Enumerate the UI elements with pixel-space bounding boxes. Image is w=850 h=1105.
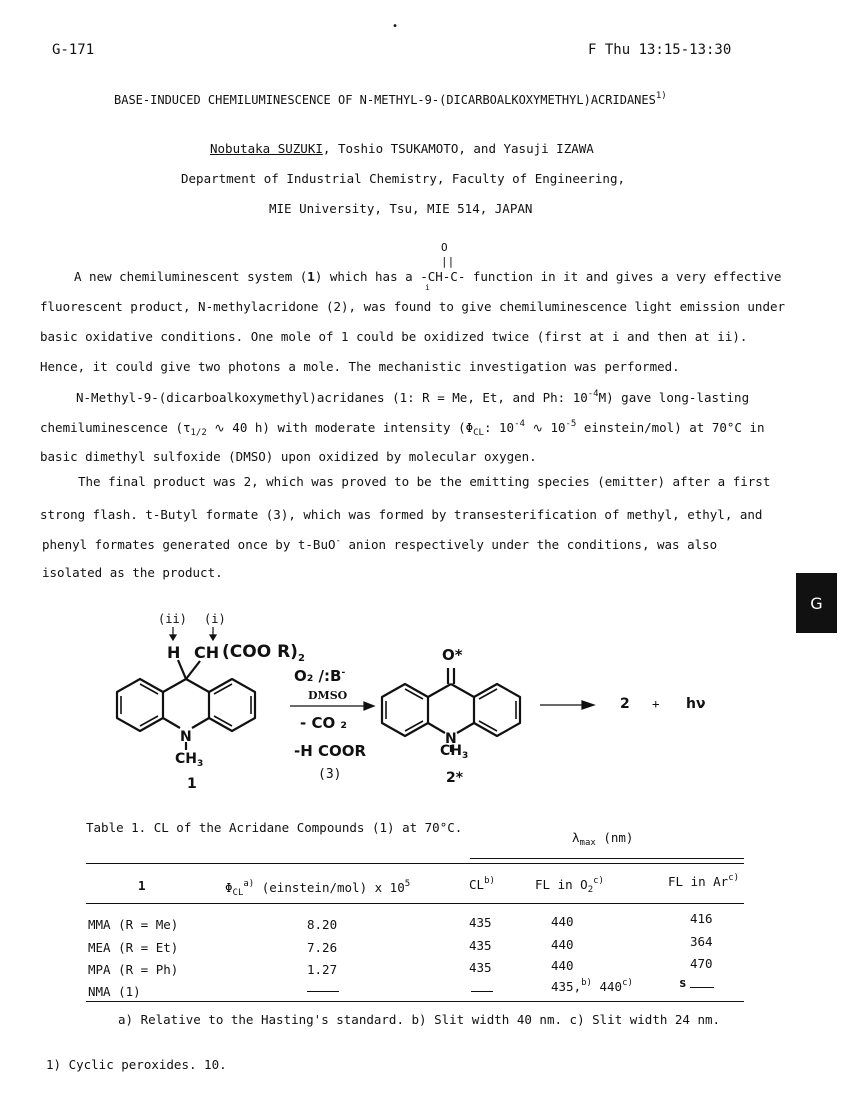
- col-fl-o2-sub: 2: [587, 885, 594, 895]
- para3-line1: The final product was 2, which was proved to be the emitting species (emitter) after a first: [78, 474, 771, 489]
- col-fl-o2-text: FL in O: [535, 877, 588, 892]
- col-phi-text: (einstein/mol) x 10: [254, 880, 405, 895]
- reagent1-text: O₂ /:B: [294, 667, 342, 685]
- para3-line2: strong flash. t-Butyl formate (3), which was formed by transesterification of methyl, ethyl, and: [40, 507, 763, 522]
- row4-phi-dash: [307, 991, 339, 992]
- lambda-max-header: [572, 832, 633, 848]
- section-tab: G: [796, 573, 837, 633]
- para3-line4: isolated as the product.: [42, 565, 223, 580]
- para1-text-c: ) which has a: [314, 269, 421, 284]
- row-fl-ar: 364: [690, 934, 713, 949]
- row-fl-o2: 440: [551, 958, 574, 973]
- session-time: F Thu 13:15-13:30: [588, 42, 732, 58]
- row-phi: 8.20: [307, 917, 338, 932]
- col-fl-ar: [668, 874, 739, 889]
- row-fl-ar: 416: [690, 911, 713, 926]
- atom-n-1: N: [180, 729, 192, 745]
- col-fl-ar-sup: c): [728, 873, 740, 883]
- group-coor: [222, 644, 305, 664]
- methyl-1-sub: 3: [197, 759, 204, 769]
- atom-h: H: [167, 643, 181, 662]
- para2-l2-c: : 10: [483, 420, 515, 435]
- para2-l2-a: chemiluminescence (τ: [40, 420, 191, 435]
- para3-l3-b: anion respectively under the conditions, was also: [340, 537, 718, 552]
- affiliation-line2: MIE University, Tsu, MIE 514, JAPAN: [269, 201, 533, 216]
- row-name: MEA (R = Et): [88, 940, 179, 955]
- para2-l2-sub2: CL: [473, 428, 484, 438]
- row-fl-o2: 440: [551, 937, 574, 952]
- para2-text-b: M) gave long-lasting: [598, 390, 750, 405]
- coor-sub: 2: [297, 653, 305, 664]
- page-footnote: 1) Cyclic peroxides. 10.: [46, 1057, 227, 1072]
- acridone-left-ring: [382, 684, 428, 736]
- plus-sign: +: [652, 696, 660, 711]
- row-cl: 435: [469, 960, 492, 975]
- para2-l2-sup: -4: [514, 419, 525, 429]
- row4-cl-dash: [471, 991, 493, 992]
- compound-1-label: 1: [187, 776, 197, 792]
- row-name: MPA (R = Ph): [88, 962, 179, 977]
- para3-l3-sup: -: [335, 536, 341, 546]
- para2-l2-d: ∿ 10: [524, 420, 566, 435]
- label-ii: (ii): [158, 612, 187, 626]
- para1-line2: fluorescent product, N-methylacridone (2), was found to give chemiluminescence light emission under: [40, 299, 786, 314]
- para2-line3: basic dimethyl sulfoxide (DMSO) upon oxidized by molecular oxygen.: [40, 449, 537, 464]
- acridone-right-ring: [474, 684, 520, 736]
- para1-line3: basic oxidative conditions. One mole of 1 could be oxidized twice (first at i and then at ii).: [40, 329, 748, 344]
- acridane-right-ring: [209, 679, 255, 731]
- methyl-2-text: CH: [440, 743, 462, 759]
- row-name: MMA (R = Me): [88, 917, 179, 932]
- col-fl-ar-text: FL in Ar: [668, 874, 729, 889]
- methyl-1: [175, 752, 203, 769]
- row4-fl-o2-a: 435,: [551, 979, 582, 994]
- row-phi: 1.27: [307, 962, 338, 977]
- reagent-dmso: DMSO: [308, 689, 348, 702]
- table-rule-top: [86, 863, 744, 864]
- lambda-unit: (nm): [595, 830, 634, 845]
- table-footnote: a) Relative to the Hasting's standard. b) Slit width 40 nm. c) Slit width 24 nm.: [118, 1012, 721, 1027]
- reagent-oxygen-base: [294, 669, 345, 684]
- row4-fl-o2-b: 440: [591, 979, 623, 994]
- author-first: Nobutaka SUZUKI: [210, 141, 323, 156]
- methyl-2-sub: 3: [462, 751, 469, 761]
- atom-n-2: N: [445, 731, 457, 747]
- row-fl-ar: 470: [690, 956, 713, 971]
- group-ch: CH: [194, 643, 220, 662]
- para2-l2-e: einstein/mol) at 70°C in: [576, 420, 765, 435]
- photon-hv: hν: [686, 696, 706, 712]
- col-phi: [225, 880, 410, 898]
- para2-text-a: N-Methyl-9-(dicarboalkoxymethyl)acridanes (1: R = Me, Et, and Ph: 10: [76, 390, 588, 405]
- title-ref: 1): [655, 91, 667, 101]
- para1-formula: -CH-C-: [420, 269, 466, 284]
- para1-text-a: A new chemiluminescent system (: [74, 269, 308, 284]
- para2-l2-sup2: -5: [565, 419, 577, 429]
- table-rule-header: [86, 903, 744, 904]
- formula-tick-i: i: [425, 283, 430, 292]
- coor-text: (COO R): [222, 642, 298, 662]
- col-cl-sup: b): [484, 876, 495, 886]
- author-rest: , Toshio TSUKAMOTO, and Yasuji IZAWA: [322, 141, 594, 156]
- col-phi-symbol: Φ: [225, 880, 233, 895]
- para1-text-d: function in it and gives a very effective: [465, 269, 782, 284]
- row-phi: 7.26: [307, 940, 338, 955]
- para2-l2-sub: 1/2: [190, 428, 207, 438]
- top-dot: •: [392, 21, 399, 32]
- para2-l2-b: ∿ 40 h) with moderate intensity (Φ: [206, 420, 474, 435]
- col-phi-sub: CL: [232, 888, 244, 898]
- row-name: NMA (1): [88, 984, 141, 999]
- methyl-1-text: CH: [175, 751, 197, 767]
- row-cl: 435: [469, 938, 492, 953]
- col-cl-text: CL: [469, 877, 485, 892]
- para1-cmpd-ref: 1: [307, 269, 315, 284]
- reagent-3-label: (3): [318, 767, 342, 782]
- para1-line4: Hence, it could give two photons a mole. The mechanistic investigation was performed.: [40, 359, 680, 374]
- compound-2-label: 2*: [446, 770, 464, 786]
- col-fl-o2-sup: c): [593, 876, 604, 886]
- row4-fl-ar-dash: [690, 987, 714, 988]
- reagent1-sup: -: [341, 668, 346, 678]
- title-text: BASE-INDUCED CHEMILUMINESCENCE OF N-METHYL-9-(DICARBOALKOXYMETHYL)ACRIDANES: [114, 93, 656, 107]
- methyl-2: [440, 744, 468, 761]
- col-cl: [469, 877, 495, 892]
- row4-fl-o2-sup2: c): [622, 978, 633, 988]
- reagent-co2: - CO ₂: [300, 714, 347, 732]
- formula-double-bond: ||: [441, 255, 455, 268]
- table-rule-bottom: [86, 1001, 744, 1002]
- col-compound: 1: [138, 878, 146, 893]
- product-2: 2: [620, 696, 630, 712]
- para3-l3-a: phenyl formates generated once by t-BuO: [42, 537, 336, 552]
- row-fl-o2: 440: [551, 914, 574, 929]
- row4-fl-o2: [551, 979, 633, 994]
- acridane-left-ring: [117, 679, 163, 731]
- table-caption: Table 1. CL of the Acridane Compounds (1) at 70°C.: [86, 820, 463, 835]
- lambda-sub: max: [579, 838, 596, 848]
- affiliation-line1: Department of Industrial Chemistry, Faculty of Engineering,: [181, 171, 626, 186]
- row-cl: 435: [469, 915, 492, 930]
- col-phi-exp: 5: [404, 879, 411, 889]
- para2-sup: -4: [587, 389, 599, 399]
- atom-o-star: O*: [442, 646, 463, 664]
- row4-fl-ar: s: [679, 975, 687, 990]
- row4-fl-o2-sup1: b): [581, 978, 592, 988]
- label-i: (i): [204, 612, 226, 626]
- formula-oxygen: O: [441, 241, 448, 254]
- table-rule-lambda: [470, 858, 744, 859]
- reagent-hcoor: -H COOR: [294, 742, 367, 760]
- paper-code: G-171: [52, 42, 95, 58]
- lambda-symbol: λ: [572, 830, 580, 845]
- col-phi-sup: a): [243, 879, 255, 889]
- col-fl-o2: [535, 877, 604, 895]
